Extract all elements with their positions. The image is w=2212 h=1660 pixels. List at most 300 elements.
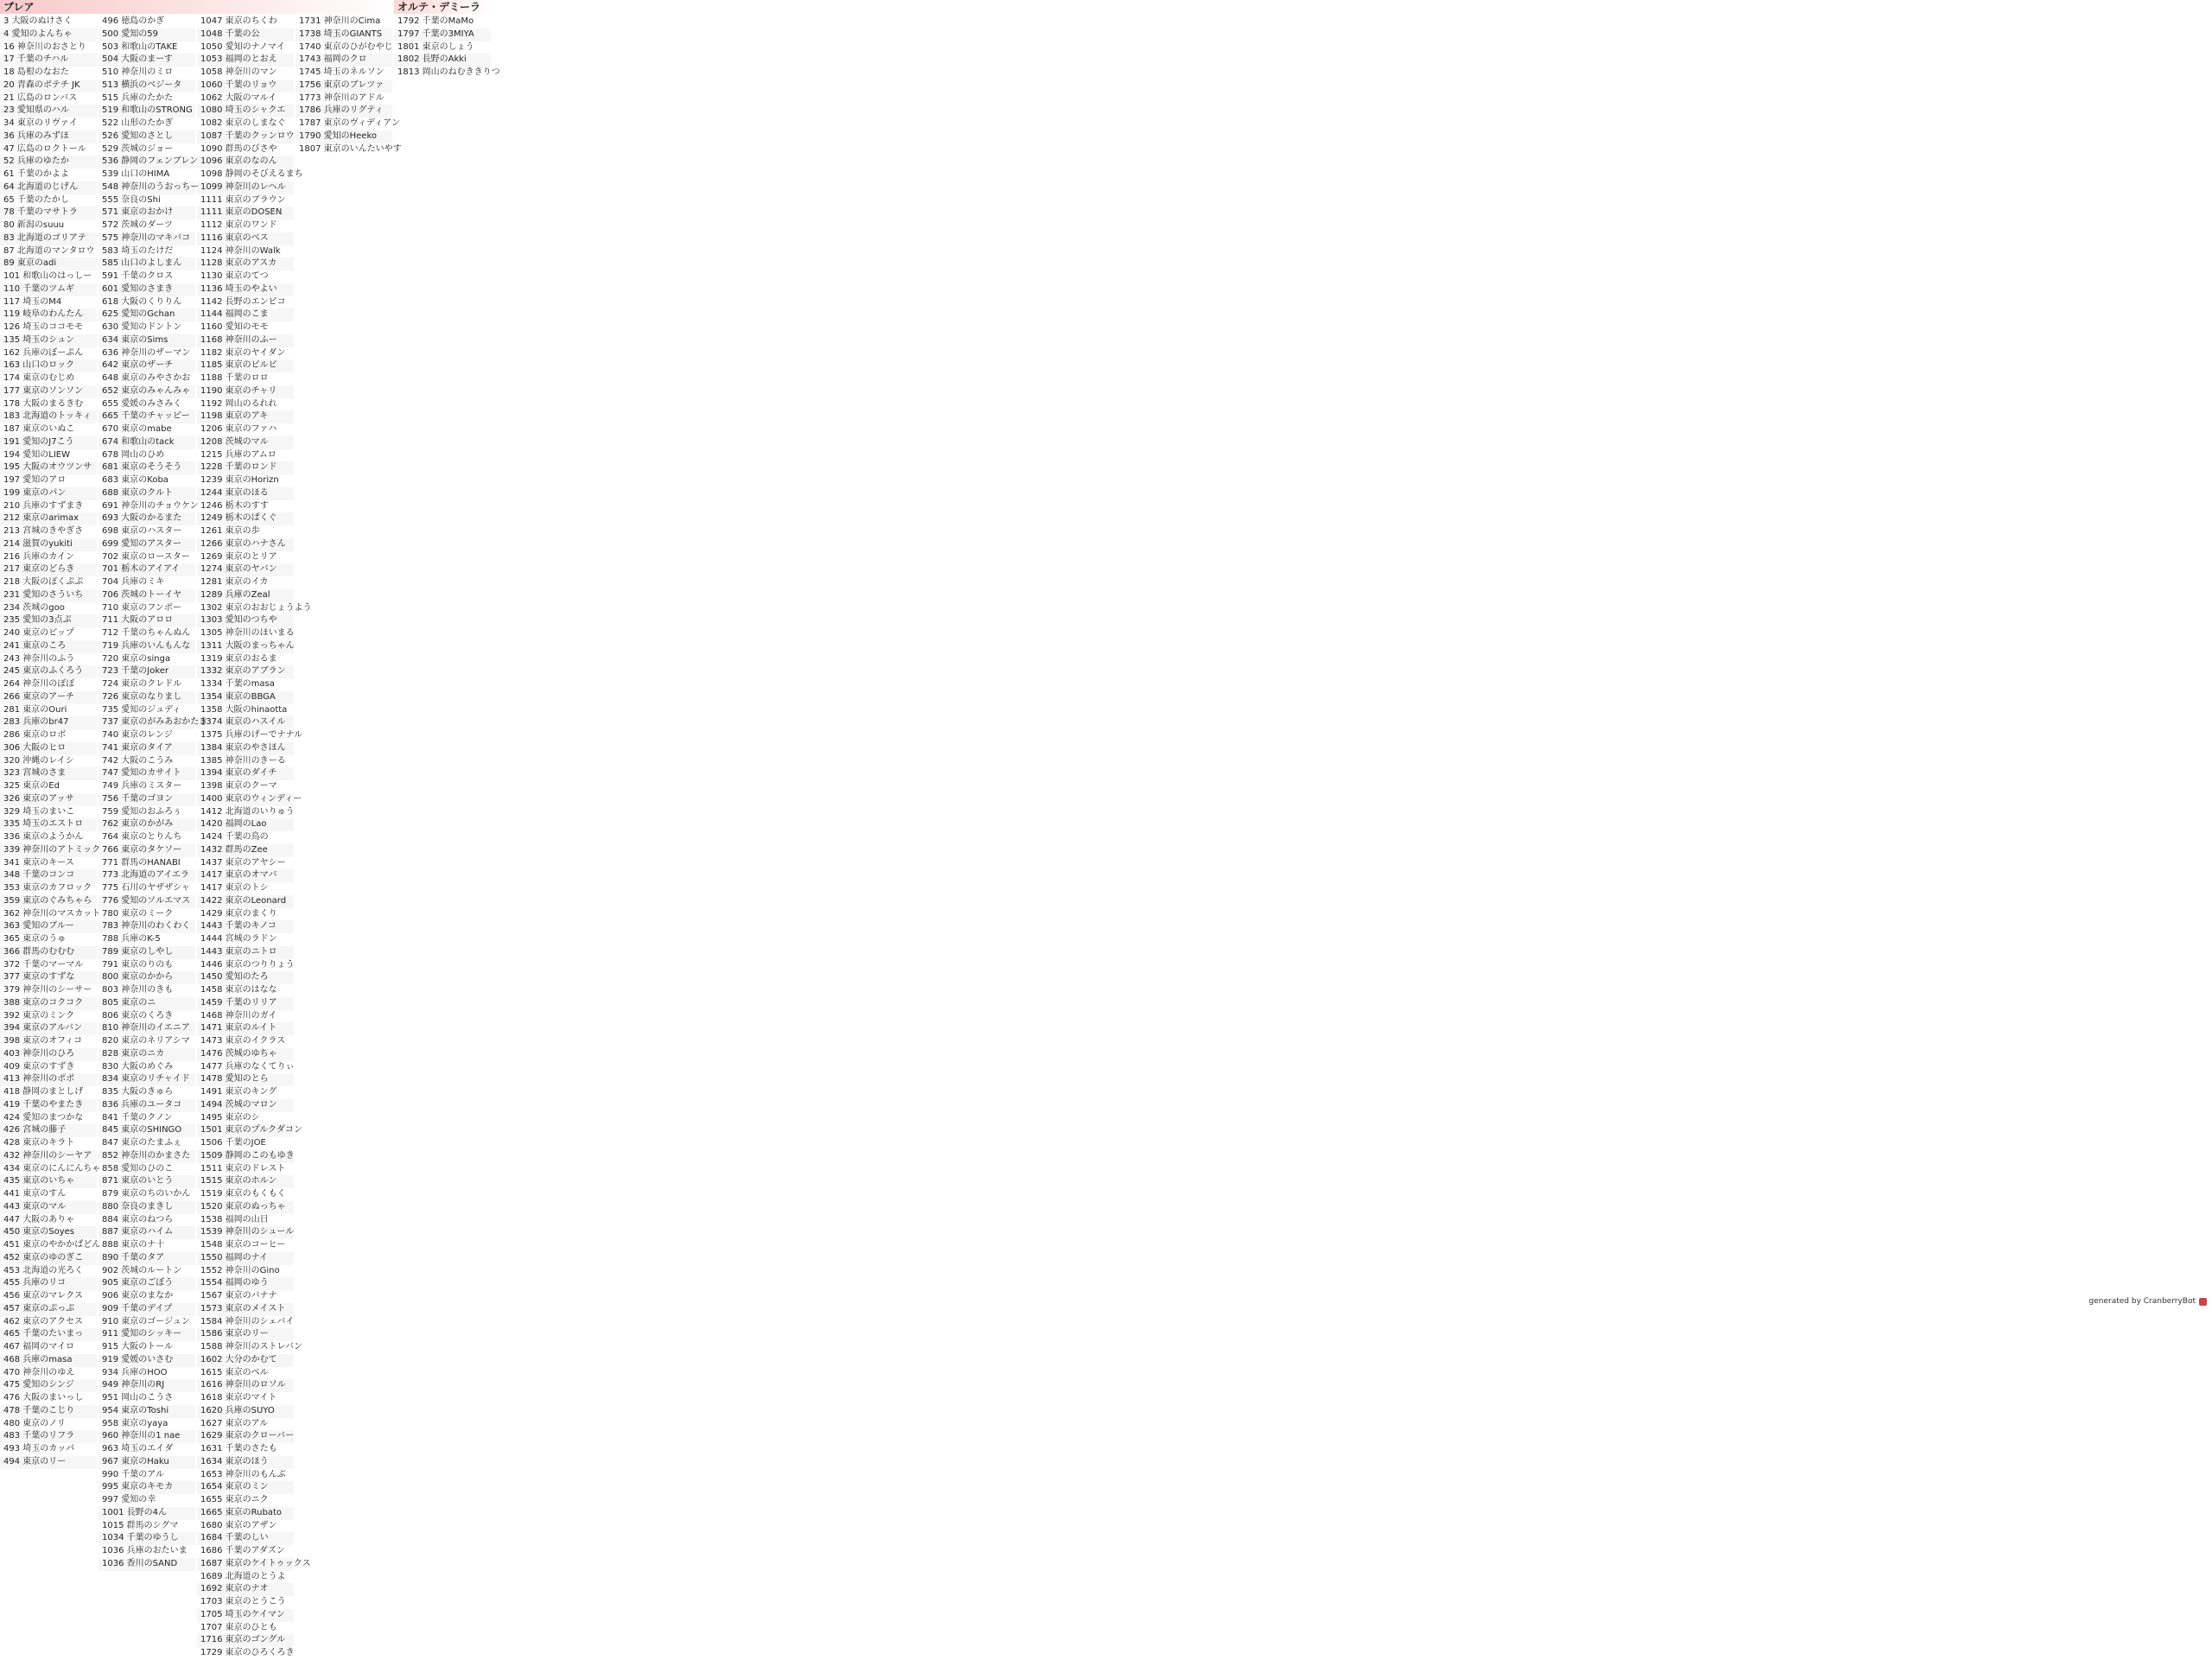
roster-entry: 478 千葉のこじり (0, 1405, 97, 1418)
roster-entry: 1684 千葉のしい (197, 1532, 294, 1545)
roster-entry: 214 滋賀のyukiti (0, 538, 97, 551)
roster-entry: 871 東京のいとう (99, 1175, 195, 1188)
roster-entry: 995 東京のキモカ (99, 1481, 195, 1494)
roster-entry: 601 愛知のさまき (99, 283, 195, 296)
roster-entry: 749 兵庫のミスター (102, 781, 182, 791)
roster-entry: 1116 東京のベス (197, 232, 294, 245)
roster-entry: 1443 千葉のキノコ (197, 920, 294, 933)
roster-entry: 377 東京のすずな (0, 971, 97, 984)
roster-entry: 960 神奈川の1 nae (99, 1430, 195, 1443)
roster-entry: 3 大阪のぬけさく (3, 16, 73, 26)
roster-entry: 1160 愛知のモモ (200, 322, 269, 332)
team-section-orte (394, 0, 500, 1308)
team-header: ブレア (0, 0, 394, 14)
roster-entry: 1740 東京のひがむやじ (299, 41, 393, 52)
roster-entry: 443 東京のマル (0, 1201, 97, 1214)
roster-entry: 503 和歌山のTAKE (102, 41, 178, 52)
roster-entry: 756 千葉のゴヨン (99, 793, 195, 806)
roster-entry: 419 千葉のやまたき (0, 1099, 97, 1112)
roster-entry: 967 東京のHaku (99, 1456, 195, 1469)
cranberry-logo-icon (2199, 1298, 2207, 1306)
roster-column (394, 16, 500, 80)
roster-entry: 1807 東京のいんたいやす (299, 143, 402, 154)
roster-entry: 210 兵庫のすずまき (3, 500, 84, 511)
roster-entry: 435 東京のいちゃ (0, 1175, 97, 1188)
roster-entry: 949 神奈川のRJ (99, 1379, 195, 1392)
roster-entry: 18 島根のなおた (3, 67, 69, 77)
roster-entry: 1539 神奈川のシュール (197, 1226, 294, 1239)
roster-entry: 1631 千葉のさたも (200, 1444, 277, 1453)
roster-entry: 735 愛知のジュディ (102, 704, 181, 715)
roster-entry: 852 神奈川のかまさた (99, 1150, 195, 1163)
roster-entry: 805 東京のニ (99, 997, 195, 1010)
roster-entry: 234 茨城のgoo (3, 602, 65, 613)
roster-entry: 1188 千葉のロロ (200, 373, 269, 383)
roster-entry: 1053 福岡のとおえ (197, 54, 294, 67)
roster-entry: 634 東京のSims (99, 334, 195, 347)
roster-entry: 78 千葉のマサトラ (0, 207, 97, 219)
roster-entry: 906 東京のまなか (102, 1291, 174, 1301)
roster-entry: 1689 北海道のとうよ (200, 1571, 286, 1581)
roster-entry: 325 東京のEd (3, 781, 60, 791)
roster-entry: 1437 東京のアヤシー (200, 857, 286, 868)
roster-entry: 1374 東京のハスイル (197, 716, 294, 729)
roster-entry: 1261 東京の歩 (200, 526, 260, 536)
roster-entry: 1506 千葉のJOE (200, 1138, 266, 1148)
roster-entry: 884 東京のねつら (102, 1214, 174, 1224)
roster-entry: 1311 大阪のまっちゃん (197, 640, 294, 653)
footer-label: generated by CranberryBot (2088, 1297, 2196, 1306)
roster-entry: 34 東京のリヴァイ (3, 118, 78, 128)
roster-entry: 283 兵庫のbr47 (0, 716, 97, 729)
roster-entry: 1047 東京のちくわ (200, 16, 277, 26)
roster-entry: 1098 静岡のそびえるまち (200, 169, 303, 179)
roster-entry: 1538 福岡の山日 (200, 1214, 269, 1224)
roster-entry: 1090 群馬のびさや (200, 143, 277, 154)
roster-entry: 909 千葉のデイプ (99, 1303, 195, 1316)
roster-entry: 665 千葉のチャッピー (99, 410, 195, 423)
roster-entry: 1573 東京のメイスト (197, 1303, 294, 1316)
roster-entry: 83 北海道のゴリアテ (0, 232, 97, 245)
roster-entry: 441 東京のすん (3, 1189, 67, 1199)
roster-entry: 432 神奈川のシーヤア (0, 1150, 97, 1163)
roster-entry: 362 神奈川のマスカット (3, 908, 101, 919)
roster-entry: 1446 東京のつりりょう (200, 959, 295, 970)
roster-entry: 457 東京のぷっぷ (0, 1303, 97, 1316)
roster-entry: 1773 神奈川のアドル (299, 92, 385, 103)
roster-entry: 741 東京のタイア (99, 742, 195, 755)
roster-entry: 1802 長野のAkki (394, 54, 491, 67)
roster-entry: 65 千葉のたかし (3, 194, 69, 205)
roster-entry: 480 東京のノリ (3, 1418, 66, 1428)
roster-entry: 213 宮城のきやぎさ (3, 526, 84, 536)
roster-entry: 911 愛知のシッキー (99, 1328, 195, 1341)
roster-entry: 89 東京のadi (0, 258, 97, 270)
roster-entry: 1190 東京のチャリ (197, 385, 294, 398)
roster-entry: 394 東京のアルバン (0, 1022, 97, 1035)
roster-entry: 359 東京のぐみちゃら (0, 895, 97, 908)
roster-entry: 1112 東京のワンド (200, 220, 277, 230)
roster-entry: 1602 大分のかむて (197, 1354, 294, 1367)
footer (2089, 1297, 2207, 1306)
roster-entry: 1334 千葉のmasa (200, 679, 275, 689)
roster-entry: 1444 宮城のラドン (200, 934, 277, 944)
roster-entry: 915 大阪のトール (102, 1342, 174, 1352)
roster-entry: 674 和歌山のtack (99, 436, 195, 449)
roster-entry: 119 岐阜のわんたん (0, 308, 97, 321)
roster-entry: 1096 東京のなのん (197, 156, 294, 169)
roster-entry: 326 東京のアッサ (0, 793, 97, 806)
roster-entry: 353 東京のカフロック (3, 883, 92, 893)
roster-entry: 177 東京のソンソン (0, 385, 97, 398)
roster-entry: 1792 千葉のMaMo (397, 16, 474, 26)
roster-entry: 1417 東京のオマバ (197, 869, 294, 882)
roster-entry: 1385 神奈川のきーる (200, 755, 286, 766)
roster-entry: 1249 栃木のぱくぐ (197, 512, 294, 525)
roster-entry: 476 大阪のまいっし (3, 1393, 84, 1402)
roster-entry: 1015 群馬のシグマ (102, 1520, 179, 1530)
roster-entry: 341 東京のキース (3, 857, 74, 868)
roster-entry: 20 青森のボテチ JK (0, 80, 97, 92)
roster-column (296, 16, 402, 156)
roster-entry: 365 東京のうゅ (3, 934, 67, 944)
roster-entry: 834 東京のリチャイド (99, 1073, 195, 1086)
roster-entry: 841 千葉のクノン (102, 1112, 173, 1123)
roster-entry: 1473 東京のイクラス (200, 1036, 286, 1046)
roster-entry: 1686 千葉のアダズン (200, 1546, 285, 1555)
roster-entry: 470 神奈川のゆえ (3, 1367, 75, 1377)
roster-entry: 264 神奈川のぽぽ (3, 679, 75, 689)
roster-entry: 197 愛知のアロ (3, 475, 67, 485)
roster-entry: 1634 東京のほう (197, 1456, 294, 1469)
roster-entry: 1477 兵庫のなくてりぃ (200, 1061, 295, 1072)
roster-entry: 1588 神奈川のストレバン (200, 1342, 302, 1352)
roster-entry: 110 千葉のツムギ (0, 283, 97, 296)
roster-entry: 1269 東京のとリア (200, 551, 277, 562)
roster-entry: 1244 東京のほる (197, 487, 294, 500)
roster-entry: 101 和歌山のはっしー (3, 271, 92, 281)
roster-entry: 1412 北海道のいりゅう (200, 806, 295, 817)
roster-entry: 1471 東京のルイト (197, 1022, 294, 1035)
roster-entry: 1653 神奈川のもんぶ (200, 1469, 286, 1479)
roster-entry: 1060 千葉のリョウ (197, 80, 294, 92)
roster-entry: 830 大阪のめぐみ (102, 1061, 174, 1072)
roster-entry: 218 大阪のぽくぷぷ (3, 577, 84, 587)
roster-entry: 548 神奈川のうおっちー (99, 181, 195, 194)
roster-entry: 117 埼玉のM4 (3, 296, 62, 307)
roster-entry: 1629 東京のクローバー (197, 1430, 294, 1443)
roster-entry: 1550 福岡のナイ (197, 1252, 294, 1265)
roster-entry: 740 東京のレンジ (102, 730, 173, 740)
roster-entry: 723 千葉のJoker (99, 665, 195, 678)
roster-entry: 879 東京のちのいかん (102, 1189, 191, 1199)
roster-entry: 500 愛知の59 (99, 29, 195, 41)
roster-entry: 762 東京のかがみ (99, 818, 195, 831)
roster-entry: 174 東京のむじめ (3, 373, 75, 383)
roster-entry: 178 大阪のまるきむ (3, 398, 84, 409)
roster-entry: 1281 東京のイカ (200, 577, 269, 587)
roster-entry: 1615 東京のベル (200, 1367, 269, 1377)
roster-entry: 747 愛知のカサイト (99, 767, 195, 780)
roster-entry: 1375 兵庫のげーでナナル (200, 730, 303, 740)
roster-entry: 828 東京のニカ (99, 1048, 195, 1061)
roster-entry: 625 愛知のGchan (99, 308, 195, 321)
roster-entry: 392 東京のミンク (3, 1010, 75, 1021)
roster-entry: 1692 東京のナオ (197, 1583, 294, 1596)
roster-entry: 1303 愛知のつちや (197, 614, 294, 627)
team-section-blair (0, 0, 402, 1657)
roster-entry: 187 東京のいぬこ (3, 424, 75, 434)
roster-entry: 636 神奈川のザーマン (102, 347, 191, 358)
roster-entry: 775 石川のヤザザシャ (102, 883, 190, 893)
roster-entry: 1515 東京のホルン (197, 1175, 294, 1188)
roster-entry: 706 茨城のトーイヤ (99, 589, 195, 602)
roster-entry: 526 愛知のさとし (99, 130, 195, 143)
roster-entry: 475 愛知のシンジ (0, 1379, 97, 1392)
roster-entry: 1266 東京のハナさん (197, 538, 294, 551)
roster-entry: 681 東京のそうそう (99, 461, 195, 474)
roster-entry: 1305 神奈川のほいまる (200, 628, 295, 638)
roster-entry: 1398 東京のクーマ (200, 781, 277, 791)
roster-entry: 555 奈良のShi (102, 194, 161, 205)
roster-entry: 366 群馬のむむむ (0, 946, 97, 959)
roster-entry: 379 神奈川のシーサー (3, 985, 92, 995)
roster-entry: 216 兵庫のカイン (3, 551, 74, 562)
roster-entry: 1729 東京のひろくろき (200, 1648, 295, 1657)
roster-entry: 231 愛知のさういち (0, 589, 97, 602)
roster-entry: 1142 長野のエンピコ (200, 296, 286, 307)
roster-entry: 954 東京のToshi (99, 1405, 195, 1418)
roster-entry: 1743 福岡のクロ (296, 54, 392, 67)
roster-entry: 194 愛知のLIEW (3, 449, 70, 460)
roster-entry: 413 神奈川のポポ (0, 1073, 97, 1086)
roster-entry: 1731 神奈川のCima (299, 16, 381, 26)
roster-entry: 336 東京のようかん (3, 832, 84, 842)
roster-entry: 162 兵庫のぼーぷん (3, 347, 84, 358)
roster-entry: 539 山口のHIMA (102, 169, 170, 179)
roster-entry: 418 静岡のまとしげ (3, 1087, 84, 1097)
roster-entry: 468 兵庫のmasa (0, 1354, 97, 1367)
roster-entry: 780 東京のミーク (102, 908, 174, 919)
roster-entry: 1584 神奈川のシェバイ (200, 1316, 295, 1326)
roster-entry: 424 愛知のまつかな (3, 1112, 84, 1123)
roster-entry: 1738 埼玉のGIANTS (296, 29, 392, 41)
roster-entry: 335 埼玉のエストロ (0, 818, 97, 831)
roster-column (197, 16, 312, 1660)
roster-entry: 1332 東京のアブラン (197, 665, 294, 678)
roster-entry: 467 福岡のマイロ (3, 1342, 75, 1352)
roster-entry: 712 千葉のちゃんぬん (102, 628, 191, 638)
roster-entry: 426 宮城の藤子 (0, 1124, 97, 1137)
roster-entry: 1319 東京のおるま (200, 653, 277, 664)
roster-entry: 1034 千葉のゆうし (99, 1532, 195, 1545)
roster-entry: 1797 千葉の3MIYA (394, 29, 491, 41)
roster-entry: 453 北海道の光ろく (3, 1265, 84, 1275)
roster-entry: 1703 東京のとうこう (200, 1597, 286, 1606)
roster-entry: 788 兵庫のK-5 (102, 934, 161, 944)
roster-entry: 789 東京のしやし (99, 946, 195, 959)
roster-entry: 583 埼玉のたけだ (102, 245, 174, 256)
roster-entry: 1813 岡山のねむききりつ (397, 67, 500, 77)
roster-entry: 1586 東京のリー (197, 1328, 294, 1341)
roster-entry: 1424 千葉の鳥の (200, 832, 269, 842)
roster-entry: 16 神奈川のおさとり (3, 41, 86, 52)
roster-entry: 455 兵庫のリコ (0, 1277, 97, 1290)
roster-entry: 783 神奈川のわくわく (99, 920, 195, 933)
roster-entry: 1511 東京のドレスト (200, 1163, 286, 1173)
roster-entry: 1036 兵庫のおたいま (102, 1546, 188, 1555)
roster-entry: 403 神奈川のひろ (0, 1048, 97, 1061)
roster-entry: 52 兵庫のゆたか (0, 156, 97, 169)
roster-entry: 286 東京のロボ (3, 730, 67, 740)
roster-entry: 1627 東京のアル (200, 1418, 269, 1428)
roster-entry: 212 東京のarimax (0, 512, 97, 525)
roster-entry: 585 山口のよしまん (99, 258, 195, 270)
roster-entry: 529 茨城のジョー (102, 143, 174, 154)
roster-entry: 759 愛知のおふろぅ (102, 806, 182, 817)
roster-entry: 191 愛知のJ7こう (0, 436, 97, 449)
roster-entry: 1790 愛知のHeeko (296, 130, 392, 143)
roster-entry: 1192 岡山のるれれ (200, 398, 277, 409)
roster-entry: 17 千葉のチハル (0, 54, 97, 67)
roster-entry: 1494 茨城のマロン (197, 1099, 294, 1112)
roster-entry: 693 大阪のかるまた (99, 512, 195, 525)
roster-entry: 670 東京のmabe (102, 424, 172, 434)
roster-entry: 764 東京のとりんち (102, 832, 182, 842)
roster-entry: 1665 東京のRubato (197, 1507, 294, 1520)
roster-entry: 363 愛知のブルー (0, 920, 97, 933)
roster-entry: 323 宮城のさま (0, 767, 97, 780)
roster-entry: 217 東京のどらき (0, 563, 97, 576)
roster-entry: 1787 東京のヴィディアン (299, 118, 400, 128)
roster-entry: 910 東京のゴージュン (102, 1316, 190, 1326)
roster-entry: 398 東京のオフィコ (3, 1036, 83, 1046)
roster-entry: 997 愛知の幸 (102, 1495, 156, 1504)
roster-entry: 1654 東京のミン (197, 1481, 294, 1494)
roster-entry: 591 千葉のクロス (102, 271, 174, 281)
roster-entry: 1458 東京のはなな (200, 985, 277, 995)
roster-entry: 1655 東京のニク (200, 1495, 269, 1504)
roster-entry: 1616 神奈川のロソル (197, 1379, 294, 1392)
roster-entry: 1548 東京のコーヒー (200, 1240, 286, 1250)
roster-entry: 306 大阪のヒロ (0, 742, 97, 755)
roster-entry: 1552 神奈川のGino (200, 1265, 280, 1275)
roster-entry: 648 東京のみやさかお (102, 373, 191, 383)
roster-entry: 465 千葉のたいまっ (0, 1328, 97, 1341)
roster-entry: 726 東京のなりまし (99, 691, 195, 704)
roster-entry: 1680 東京のアザン (200, 1520, 277, 1530)
roster-entry: 1062 大阪のマルイ (200, 92, 277, 103)
roster-entry: 126 埼玉のココモモ (3, 322, 84, 332)
roster-entry: 652 東京のみゃんみゃ (99, 385, 195, 398)
roster-entry: 434 東京のにんにんちゃ (3, 1163, 101, 1173)
roster-entry: 1198 東京のアキ (197, 410, 294, 423)
roster-entry: 462 東京のアクセス (3, 1316, 83, 1326)
roster-entry: 1302 東京のおおじょうよう (200, 602, 312, 613)
roster-entry: 880 奈良のまきし (99, 1201, 195, 1214)
roster-entry: 1520 東京のぬっちゃ (197, 1201, 294, 1214)
roster-entry: 241 東京のころ (0, 640, 97, 653)
roster-entry: 1228 千葉のロンド (197, 461, 294, 474)
roster-entry: 688 東京のクルト (99, 487, 195, 500)
roster-entry: 281 東京のOuri (3, 704, 67, 715)
roster-entry: 791 東京のりのも (102, 959, 174, 970)
roster-entry: 720 東京のsinga (102, 653, 171, 664)
roster-entry: 1099 神奈川のレヘル (197, 181, 294, 194)
roster-entry: 1182 東京のヤイダン (200, 347, 286, 358)
roster-entry: 1136 埼玉のやよい (197, 283, 294, 296)
roster-entry: 266 東京のアーチ (0, 691, 97, 704)
roster-entry: 348 千葉のコンコ (0, 869, 97, 882)
roster-entry: 80 新潟のsuuu (3, 220, 65, 230)
roster-entry: 887 東京のハイム (99, 1226, 195, 1239)
roster-entry: 890 千葉のタア (99, 1252, 195, 1265)
roster-entry: 1206 東京のファハ (200, 424, 277, 434)
roster-entry: 1082 東京のしまなぐ (200, 118, 286, 128)
roster-entry: 1130 東京のてつ (200, 271, 269, 281)
roster-entry: 847 東京のたまふぇ (102, 1138, 182, 1148)
roster-entry: 719 兵庫のいんもんな (99, 640, 195, 653)
roster-entry: 1468 神奈川のガイ (200, 1010, 277, 1021)
roster-entry: 888 東京のナ十 (102, 1240, 165, 1250)
roster-entry: 320 沖縄のレイシ (3, 755, 74, 766)
roster-entry: 1509 静岡のこのもゆき (197, 1150, 294, 1163)
roster-entry: 572 茨城のダーツ (102, 220, 173, 230)
roster-entry: 456 東京のマレクス (3, 1291, 83, 1301)
roster-entry: 800 東京のかから (99, 971, 195, 984)
roster-entry: 1001 長野の4ん (99, 1507, 195, 1520)
roster-entry: 1111 東京のブラウン (200, 194, 286, 205)
roster-entry: 23 愛知県のハル (0, 105, 97, 118)
roster-entry: 496 徳島のかぎ (102, 16, 165, 26)
roster-entry: 836 兵庫のユータコ (99, 1099, 195, 1112)
roster-entry: 958 東京のyaya (102, 1418, 168, 1428)
roster-entry: 494 東京のリー (0, 1456, 97, 1469)
roster-entry: 1716 東京のゴングル (197, 1634, 294, 1647)
roster-entry: 1384 東京のやさほん (197, 742, 294, 755)
roster-entry: 36 兵庫のみずほ (0, 130, 97, 143)
roster-entry: 1705 埼玉のケイマン (197, 1609, 294, 1622)
roster-entry: 919 愛媛のいさむ (99, 1354, 195, 1367)
roster-entry: 1786 兵庫のリグティ (296, 105, 392, 118)
roster-entry: 1501 東京のプルクダコン (197, 1124, 294, 1137)
roster-entry: 163 山口のロック (0, 359, 97, 372)
roster-entry: 710 東京のフンボー (102, 602, 181, 613)
roster-entry: 1128 東京のアスカ (197, 258, 294, 270)
roster-entry: 630 愛知のドントン (102, 322, 182, 332)
roster-entry: 1519 東京のもくもく (200, 1189, 286, 1199)
roster-entry: 1420 福岡のLao (197, 818, 294, 831)
roster-entry: 522 山形のたかぎ (102, 118, 174, 128)
roster-entry: 1048 千葉の公 (197, 29, 294, 41)
roster-entry: 4 愛知のよんちゃ (0, 29, 97, 41)
roster-entry: 235 愛知の3点ぷ (0, 614, 97, 627)
roster-entry: 452 東京のゆのぎこ (0, 1252, 97, 1265)
roster-entry: 135 埼玉のシュン (0, 334, 97, 347)
roster-entry: 240 東京のピップ (3, 628, 74, 638)
roster-entry: 409 東京のすずき (3, 1061, 75, 1072)
roster-entry: 1476 茨城のゆちゃ (197, 1048, 294, 1061)
roster-entry: 711 大阪のアロロ (99, 614, 195, 627)
roster-entry: 1707 東京のひとも (200, 1622, 277, 1632)
roster-entry: 951 岡山のこうさ (102, 1393, 174, 1402)
roster-entry: 64 北海道のじげん (0, 181, 97, 194)
roster-entry: 1087 千葉のクッンロウ (197, 130, 294, 143)
roster-column (0, 16, 101, 1469)
roster-entry: 642 東京のザーチ (99, 359, 195, 372)
roster-entry: 701 栃木のアイアイ (99, 563, 195, 576)
roster-entry: 575 神奈川のマキバコ (99, 232, 195, 245)
